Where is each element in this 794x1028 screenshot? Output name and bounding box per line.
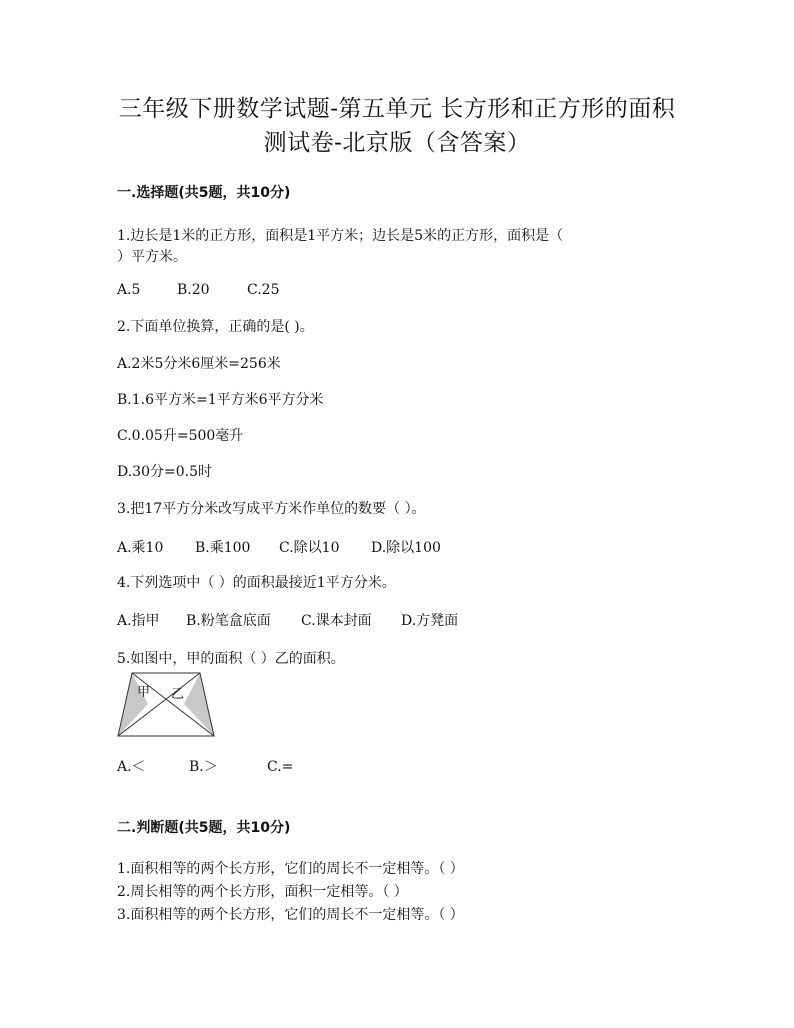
q1-option-a: A.5 [117, 282, 141, 298]
q3-option-b: B.乘100 [195, 540, 251, 556]
judge-item-3: 3.面积相等的两个长方形，它们的周长不一定相等。（ ） [117, 907, 464, 923]
q4-option-c: C.课本封面 [301, 613, 372, 629]
q3-option-c: C.除以10 [279, 540, 340, 556]
q4-option-a: A.指甲 [117, 613, 160, 629]
q3-option-d: D.除以100 [371, 540, 441, 556]
q5-option-c: C.= [267, 759, 294, 775]
q1-stem-line1: 1.边长是1米的正方形，面积是1平方米；边长是5米的正方形，面积是（ [117, 228, 564, 244]
section2-heading: 二.判断题(共5题，共10分) [117, 820, 291, 836]
q3-stem: 3.把17平方分米改写成平方米作单位的数要（ ）。 [117, 501, 426, 517]
q2-stem: 2.下面单位换算，正确的是( )。 [117, 319, 314, 335]
q5-option-a: A.＜ [117, 759, 146, 775]
q4-option-d: D.方凳面 [401, 613, 459, 629]
judge-item-1: 1.面积相等的两个长方形，它们的周长不一定相等。（ ） [117, 861, 464, 877]
q5-option-b: B.＞ [189, 759, 218, 775]
document-title-line2: 测试卷-北京版（含答案） [263, 130, 531, 156]
q2-option-d: D.30分=0.5时 [117, 464, 212, 480]
label-jia: 甲 [137, 685, 151, 700]
q2-option-b: B.1.6平方米=1平方米6平方分米 [117, 392, 324, 408]
q3-options [117, 537, 441, 557]
trapezoid-figure [117, 672, 217, 738]
q3-option-a: A.乘10 [117, 540, 164, 556]
q2-option-a: A.2米5分米6厘米=256米 [117, 356, 281, 372]
q2-option-c: C.0.05升=500毫升 [117, 428, 244, 444]
judge-item-2: 2.周长相等的两个长方形，面积一定相等。（ ） [117, 884, 408, 900]
label-yi: 乙 [171, 687, 185, 702]
q1-options [117, 282, 279, 298]
q4-stem: 4.下列选项中（ ）的面积最接近1平方分米。 [117, 575, 396, 591]
q1-option-c: C.25 [247, 282, 280, 298]
q5-stem: 5.如图中，甲的面积（ ）乙的面积。 [117, 651, 345, 667]
q1-stem-line2: ）平方米。 [117, 249, 187, 265]
document-title-line1: 三年级下册数学试题-第五单元 长方形和正方形的面积 [118, 96, 676, 122]
section1-heading: 一.选择题(共5题，共10分) [117, 185, 291, 201]
q1-option-b: B.20 [177, 282, 210, 298]
q4-options [117, 610, 458, 630]
q4-option-b: B.粉笔盒底面 [186, 613, 271, 629]
q5-options [117, 756, 293, 776]
